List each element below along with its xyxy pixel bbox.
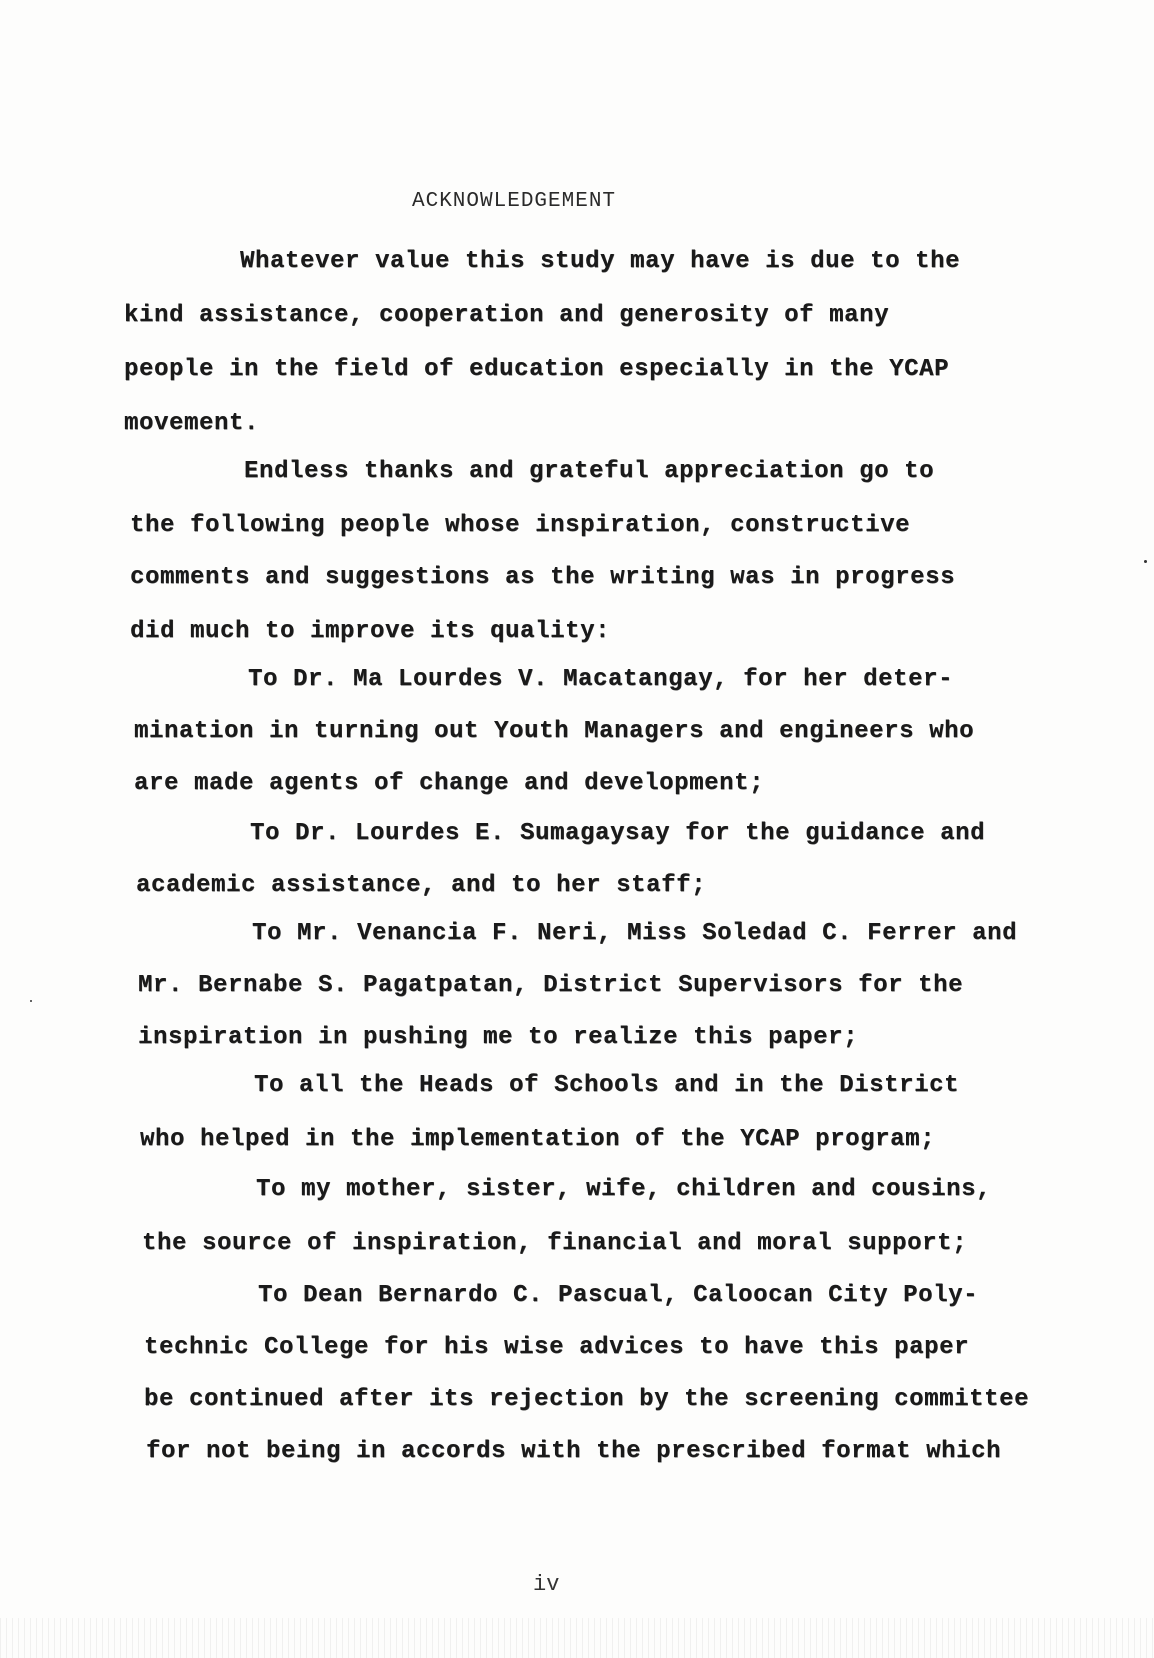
- page-title: ACKNOWLEDGEMENT: [412, 190, 617, 213]
- text-line: To my mother, sister, wife, children and cousins,: [256, 1176, 992, 1203]
- text-line: technic College for his wise advices to have this paper: [144, 1334, 970, 1361]
- text-line: people in the field of education especially in the YCAP: [124, 356, 950, 383]
- text-line: the following people whose inspiration, constructive: [130, 512, 911, 539]
- scan-speck: [30, 1000, 32, 1002]
- text-line: To Dr. Ma Lourdes V. Macatangay, for her deter-: [248, 666, 954, 693]
- text-line: for not being in accords with the prescribed format which: [146, 1438, 1002, 1465]
- text-line: movement.: [124, 410, 260, 437]
- text-line: the source of inspiration, financial and moral support;: [142, 1230, 968, 1257]
- text-line: comments and suggestions as the writing was in progress: [130, 564, 956, 591]
- text-line: are made agents of change and development;: [134, 770, 765, 797]
- text-line: academic assistance, and to her staff;: [136, 872, 707, 899]
- text-line: To Mr. Venancia F. Neri, Miss Soledad C. Ferrer and: [252, 920, 1018, 947]
- text-line: Mr. Bernabe S. Pagatpatan, District Supervisors for the: [138, 972, 964, 999]
- text-line: be continued after its rejection by the screening committee: [144, 1386, 1030, 1413]
- text-line: who helped in the implementation of the YCAP program;: [140, 1126, 936, 1153]
- text-line: To Dr. Lourdes E. Sumagaysay for the guidance and: [250, 820, 986, 847]
- text-line: Endless thanks and grateful appreciation go to: [244, 458, 935, 485]
- scan-edge-noise: [0, 1618, 1154, 1658]
- page-number: iv: [533, 1572, 560, 1597]
- text-line: To all the Heads of Schools and in the District: [254, 1072, 960, 1099]
- text-line: inspiration in pushing me to realize this paper;: [138, 1024, 859, 1051]
- text-line: Whatever value this study may have is due to the: [240, 248, 961, 275]
- text-line: kind assistance, cooperation and generosity of many: [124, 302, 890, 329]
- scan-speck: [1144, 560, 1147, 563]
- text-line: mination in turning out Youth Managers and engineers who: [134, 718, 975, 745]
- text-line: did much to improve its quality:: [130, 618, 611, 645]
- text-line: To Dean Bernardo C. Pascual, Caloocan City Poly-: [258, 1282, 979, 1309]
